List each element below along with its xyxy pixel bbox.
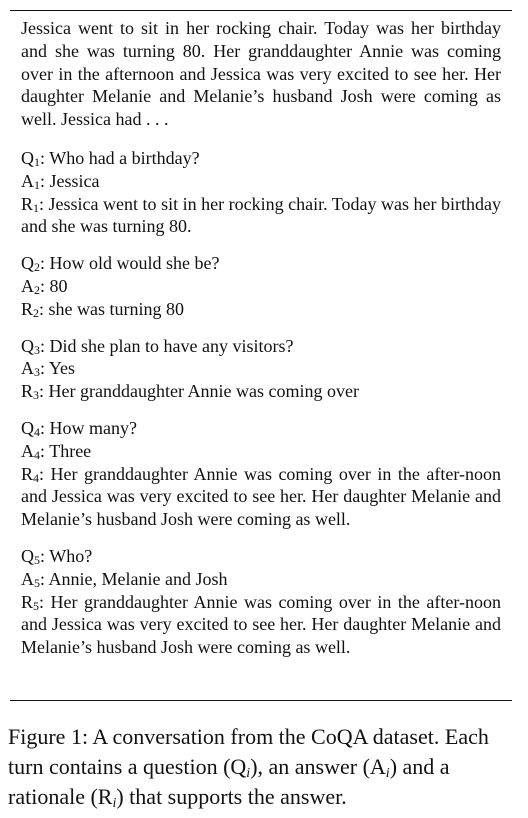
- turn-4: [21, 417, 501, 531]
- question-text: Who had a birthday?: [49, 147, 200, 168]
- rationale-line: [21, 298, 501, 321]
- question-text: Who?: [49, 545, 93, 566]
- answer-label: $A_5$:: [21, 568, 46, 590]
- answer-line: [21, 357, 501, 380]
- answer-text: Three: [49, 440, 92, 461]
- question-line: [21, 417, 501, 440]
- rationale-line: [21, 591, 501, 659]
- turn-1: [21, 147, 501, 238]
- question-label: $Q_4$:: [21, 417, 46, 439]
- figure-caption: Figure 1: A conversation from the CoQA dataset. Each turn contains a question $(Q_i)$, an answer $(A_i)$ and a rationale $(R_i)$ that supports the answer.: [8, 724, 489, 811]
- answer-label: $A_4$:: [21, 440, 46, 462]
- question-line: [21, 545, 501, 568]
- question-line: [21, 252, 501, 275]
- answer-line: [21, 170, 501, 193]
- turn-2: [21, 252, 501, 320]
- rationale-label: $R_2$:: [21, 298, 45, 320]
- question-text: Did she plan to have any visitors?: [49, 335, 294, 356]
- answer-text: Yes: [48, 358, 76, 379]
- rationale-text: Her granddaughter Annie was coming over in the after-noon and Jessica was very excited to see her. Her daughter Melanie and Melanie’s husband Josh were coming as well.: [21, 591, 501, 658]
- question-label: $Q_5$:: [21, 545, 46, 567]
- rationale-label: $R_5$:: [21, 591, 45, 613]
- turn-3: [21, 335, 501, 403]
- rationale-text: she was turning 80: [48, 298, 185, 319]
- question-text: How many?: [49, 417, 137, 438]
- question-label: $Q_2$:: [21, 253, 46, 275]
- answer-label: $A_3$:: [21, 358, 46, 380]
- question-label: $Q_1$:: [21, 147, 46, 169]
- rationale-line: [21, 193, 501, 239]
- rationale-line: [21, 463, 501, 531]
- top-rule: [10, 10, 512, 11]
- question-text: How old would she be?: [49, 253, 220, 274]
- question-label: $Q_3$:: [21, 335, 46, 357]
- bottom-rule: [10, 700, 512, 701]
- turn-5: [21, 545, 501, 659]
- question-line: [21, 147, 501, 170]
- answer-text: Annie, Melanie and Josh: [48, 568, 228, 589]
- rationale-text: Jessica went to sit in her rocking chair. Today was her birthday and she was turning 80.: [21, 193, 501, 237]
- answer-label: $A_2$:: [21, 275, 46, 297]
- story-passage: Jessica went to sit in her rocking chair. Today was her birthday and she was turning 80. Her granddaughter Annie was coming over in the afternoon and Jessica was very excited to see her. Her daughter Melanie and Melanie’s husband Josh were coming as well. Jessica had . . .: [21, 18, 501, 130]
- rationale-label: $R_4$:: [21, 463, 45, 485]
- answer-line: [21, 440, 501, 463]
- rationale-label: $R_3$:: [21, 381, 45, 403]
- answer-text: 80: [49, 275, 68, 296]
- rationale-line: [21, 380, 501, 403]
- rationale-text: Her granddaughter Annie was coming over in the after-noon and Jessica was very excited to see her. Her daughter Melanie and Melanie’s husband Josh were coming as well.: [21, 463, 501, 530]
- answer-label: $A_1$:: [21, 170, 46, 192]
- rationale-text: Her granddaughter Annie was coming over: [48, 381, 359, 402]
- question-line: [21, 335, 501, 358]
- answer-line: [21, 275, 501, 298]
- figure-content: [21, 17, 501, 659]
- answer-line: [21, 568, 501, 591]
- rationale-label: $R_1$:: [21, 193, 45, 215]
- answer-text: Jessica: [49, 170, 100, 191]
